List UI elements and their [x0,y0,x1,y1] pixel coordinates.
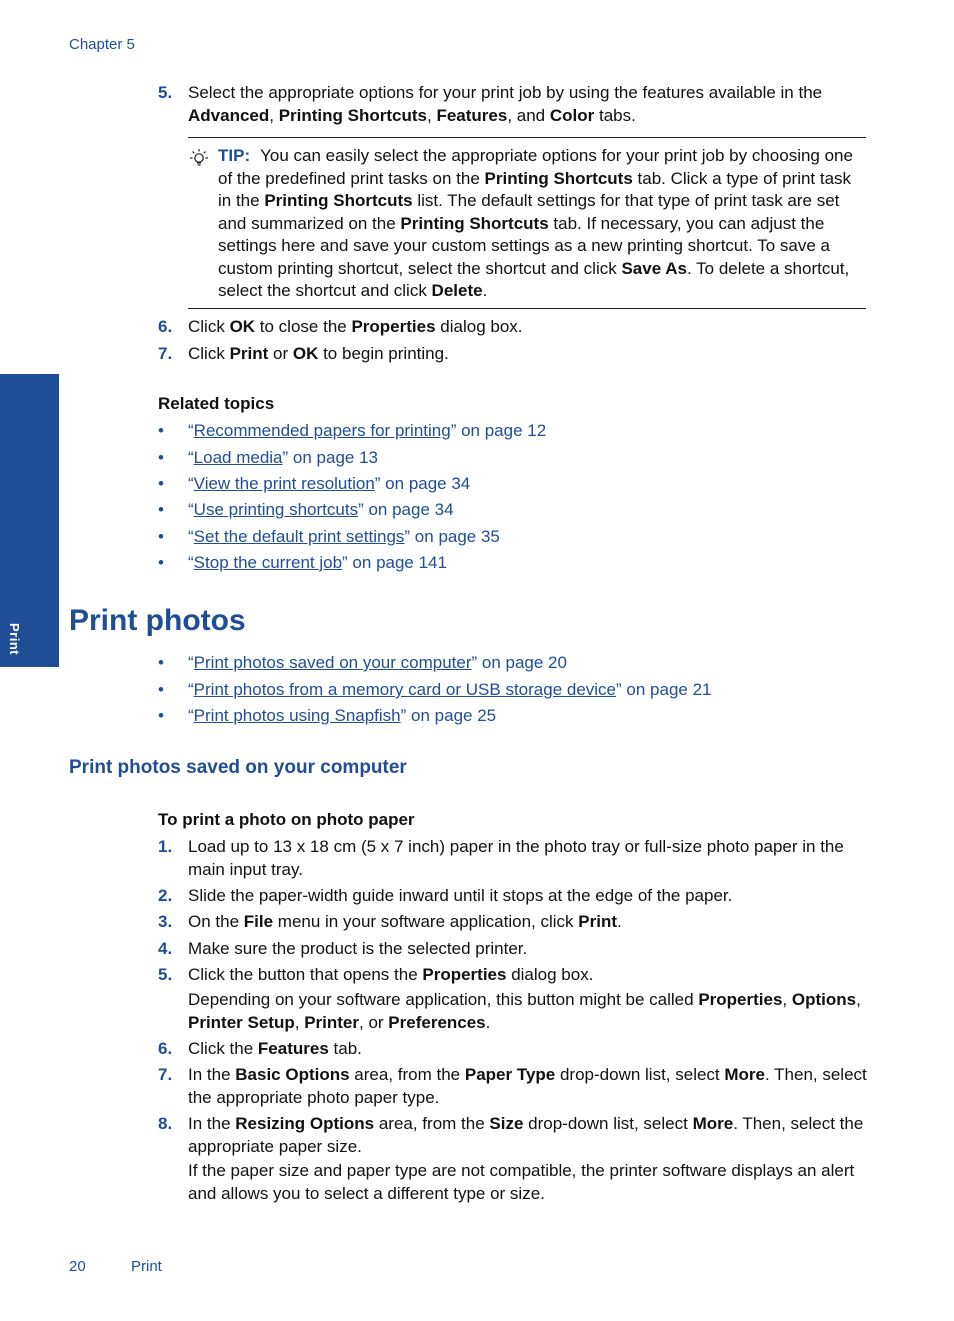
related-link-item[interactable]: • “Load media” on page 13 [158,448,378,467]
procedure-step-8-note [158,1160,868,1205]
procedure-step-3 [158,911,868,934]
related-link[interactable]: View the print resolution [193,474,375,493]
tip-label: TIP: [218,146,251,165]
section-link[interactable]: Print photos using Snapfish [193,706,401,725]
step-number: 7. [158,1065,173,1084]
step-text: In the Basic Options area, from the Paper Type drop-down list, select More. Then, select the appropriate photo paper type. [188,1065,867,1107]
procedure-step-7 [158,1064,868,1109]
step-number: 6. [158,317,173,336]
section-link[interactable]: Print photos saved on your computer [193,653,472,672]
related-topics-heading: Related topics [158,394,275,413]
step-5-top [158,82,868,127]
procedure-step-5 [158,964,868,987]
step-text: Click the Features tab. [188,1039,362,1058]
step-note-text: If the paper size and paper type are not compatible, the printer software displays an alert and allows you to select a different type or size. [188,1161,855,1203]
step-text: Make sure the product is the selected printer. [188,939,528,958]
section-link-item[interactable]: • “Print photos using Snapfish” on page 25 [158,706,497,725]
related-link[interactable]: Set the default print settings [193,527,405,546]
step-text: Click the button that opens the Properties dialog box. [188,965,594,984]
step-text: On the File menu in your software application, click Print. [188,912,622,931]
related-link-item[interactable]: • “Stop the current job” on page 141 [158,553,447,572]
step-note-text: Depending on your software application, this button might be called Properties, Options, Printer Setup, Printer, or Preferences. [188,990,861,1032]
step-7-top [158,343,868,366]
procedure-step-8 [158,1113,868,1158]
procedure-step-4 [158,938,868,961]
step-number: 4. [158,939,173,958]
chapter-header: Chapter 5 [69,36,135,53]
procedure-title: To print a photo on photo paper [158,810,415,829]
related-link[interactable]: Use printing shortcuts [193,500,359,519]
step-6-top [158,316,868,339]
step-number: 3. [158,912,173,931]
tip-text: TIP: You can easily select the appropriate options for your print job by choosing one of the predefined print tasks on the Printing Shortcuts tab. Click a type of print task in the Printing Shortcuts list. The default settings for that type of print task are set and summarized on the Printing Shortcuts tab. If necessary, you can adjust the settings here and save your custom settings as a new printing shortcut. To save a custom printing shortcut, select the shortcut and click Save As. To delete a shortcut, select the shortcut and click Delete. [218,146,853,300]
lightbulb-icon [188,148,210,170]
step-number: 8. [158,1114,173,1133]
procedure-step-5-note [158,989,868,1034]
step-number: 2. [158,886,173,905]
step-text: Click OK to close the Properties dialog box. [188,317,523,336]
step-number: 5. [158,965,173,984]
related-link[interactable]: Load media [193,448,283,467]
step-number: 5. [158,83,173,102]
related-link[interactable]: Stop the current job [193,553,343,572]
procedure-step-6 [158,1038,868,1061]
related-link-item[interactable]: • “View the print resolution” on page 34 [158,474,471,493]
section-title: Print photos [69,604,246,637]
step-text: Slide the paper-width guide inward until it stops at the edge of the paper. [188,886,733,905]
section-link[interactable]: Print photos from a memory card or USB storage device [193,680,617,699]
step-text: Click Print or OK to begin printing. [188,344,449,363]
page-number: 20 [69,1258,86,1275]
section-link-item[interactable]: • “Print photos from a memory card or USB storage device” on page 21 [158,680,712,699]
related-link-item[interactable]: • “Use printing shortcuts” on page 34 [158,500,454,519]
side-tab-label: Print [7,623,22,656]
procedure-step-1 [158,836,868,881]
procedure-step-2 [158,885,868,908]
related-link[interactable]: Recommended papers for printing [193,421,451,440]
related-link-item[interactable]: • “Recommended papers for printing” on page 12 [158,421,547,440]
step-text: Load up to 13 x 18 cm (5 x 7 inch) paper in the photo tray or full-size photo paper in the main input tray. [188,837,844,879]
step-number: 1. [158,837,173,856]
tip-box [188,137,866,309]
related-link-item[interactable]: • “Set the default print settings” on page 35 [158,527,500,546]
step-text: Select the appropriate options for your print job by using the features available in the Advanced, Printing Shortcuts, Features, and Color tabs. [188,83,823,125]
step-number: 6. [158,1039,173,1058]
step-text: In the Resizing Options area, from the Size drop-down list, select More. Then, select the appropriate paper size. [188,1114,864,1156]
step-number: 7. [158,344,173,363]
footer-section: Print [131,1258,162,1275]
section-link-item[interactable]: • “Print photos saved on your computer” on page 20 [158,653,567,672]
subsection-title: Print photos saved on your computer [69,757,407,778]
